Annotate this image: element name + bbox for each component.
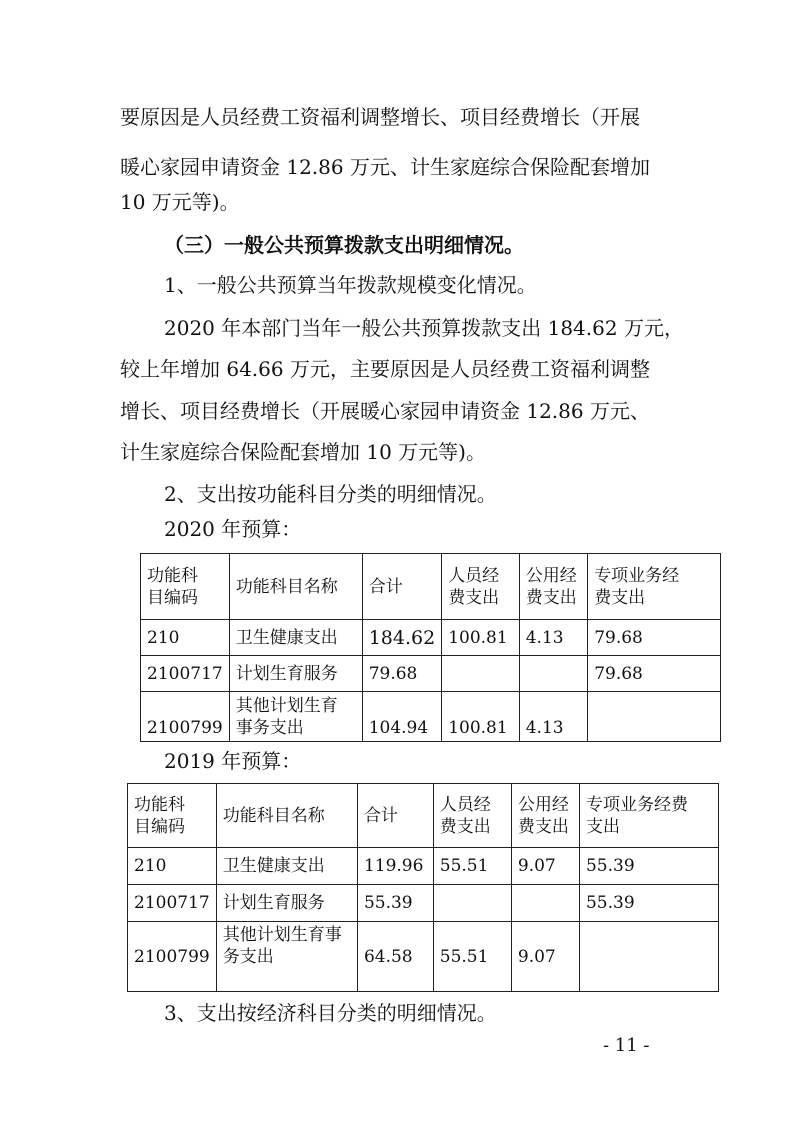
- header-function-code: 功能科 目编码: [141, 554, 230, 620]
- table-header-row: [128, 784, 719, 848]
- cell-personnel: [442, 656, 520, 692]
- paragraph-2-line-1: 2020 年本部门当年一般公共预算拨款支出 184.62 万元，: [164, 316, 684, 340]
- cell-special: 79.68: [588, 620, 721, 656]
- cell-code: 210: [128, 848, 217, 885]
- paragraph-1-line-1: 要原因是人员经费工资福利调整增长、项目经费增长（开展: [120, 105, 640, 129]
- paragraph-2-line-2: 较上年增加 64.66 万元，主要原因是人员经费工资福利调整: [120, 357, 650, 381]
- table-row: [141, 692, 721, 742]
- section-heading-3: （三）一般公共预算拨款支出明细情况。: [164, 233, 524, 257]
- cell-public: 9.07: [511, 922, 579, 992]
- cell-personnel: 55.51: [433, 848, 511, 885]
- cell-special: 55.39: [579, 885, 718, 922]
- header-special-expense: 专项业务经费 支出: [579, 784, 718, 848]
- cell-total: 184.62: [362, 620, 441, 656]
- cell-code: 2100717: [141, 656, 230, 692]
- cell-public: 4.13: [519, 620, 587, 656]
- cell-name: 卫生健康支出: [229, 620, 362, 656]
- cell-code: 2100799: [141, 692, 230, 742]
- table-2020-caption: 2020 年预算：: [164, 517, 302, 541]
- table-header-row: [141, 554, 721, 620]
- page-number: - 11 -: [603, 1035, 650, 1056]
- header-public-expense: 公用经 费支出: [511, 784, 579, 848]
- cell-public: [511, 885, 579, 922]
- header-personnel-expense: 人员经 费支出: [442, 554, 520, 620]
- table-2019-caption: 2019 年预算：: [164, 749, 302, 773]
- header-special-expense: 专项业务经 费支出: [588, 554, 721, 620]
- item-2-heading: 2、支出按功能科目分类的明细情况。: [164, 482, 497, 506]
- budget-table-2020: [140, 553, 721, 742]
- cell-total: 119.96: [357, 848, 433, 885]
- cell-name: 计划生育服务: [216, 885, 357, 922]
- header-public-expense: 公用经 费支出: [519, 554, 587, 620]
- header-total: 合计: [357, 784, 433, 848]
- header-personnel-expense: 人员经 费支出: [433, 784, 511, 848]
- cell-total: 64.58: [357, 922, 433, 992]
- cell-personnel: 100.81: [442, 692, 520, 742]
- table-row: [128, 848, 719, 885]
- item-1-heading: 1、一般公共预算当年拨款规模变化情况。: [164, 273, 537, 297]
- paragraph-2-line-4: 计生家庭综合保险配套增加 10 万元等)。: [120, 440, 486, 464]
- cell-total: 79.68: [362, 656, 441, 692]
- cell-name: 其他计划生育事 务支出: [216, 922, 357, 992]
- cell-name: 计划生育服务: [229, 656, 362, 692]
- cell-personnel: [433, 885, 511, 922]
- budget-table-2019: [127, 783, 719, 992]
- cell-total: 55.39: [357, 885, 433, 922]
- cell-public: 9.07: [511, 848, 579, 885]
- cell-public: 4.13: [519, 692, 587, 742]
- cell-personnel: 100.81: [442, 620, 520, 656]
- header-function-name: 功能科目名称: [229, 554, 362, 620]
- table-row: [128, 922, 719, 992]
- table-row: [141, 620, 721, 656]
- paragraph-1-line-3: 10 万元等)。: [120, 190, 240, 214]
- cell-name: 其他计划生育 事务支出: [229, 692, 362, 742]
- header-function-code: 功能科 目编码: [128, 784, 217, 848]
- cell-code: 2100799: [128, 922, 217, 992]
- cell-special: 55.39: [579, 848, 718, 885]
- cell-total: 104.94: [362, 692, 441, 742]
- item-3-heading: 3、支出按经济科目分类的明细情况。: [164, 1001, 497, 1025]
- paragraph-2-line-3: 增长、项目经费增长（开展暖心家园申请资金 12.86 万元、: [120, 399, 650, 423]
- cell-personnel: 55.51: [433, 922, 511, 992]
- header-total: 合计: [362, 554, 441, 620]
- cell-special: [588, 692, 721, 742]
- cell-special: [579, 922, 718, 992]
- cell-public: [519, 656, 587, 692]
- table-row: [128, 885, 719, 922]
- cell-code: 210: [141, 620, 230, 656]
- header-function-name: 功能科目名称: [216, 784, 357, 848]
- cell-special: 79.68: [588, 656, 721, 692]
- cell-name: 卫生健康支出: [216, 848, 357, 885]
- paragraph-1-line-2: 暖心家园申请资金 12.86 万元、计生家庭综合保险配套增加: [120, 155, 650, 179]
- table-row: [141, 656, 721, 692]
- cell-code: 2100717: [128, 885, 217, 922]
